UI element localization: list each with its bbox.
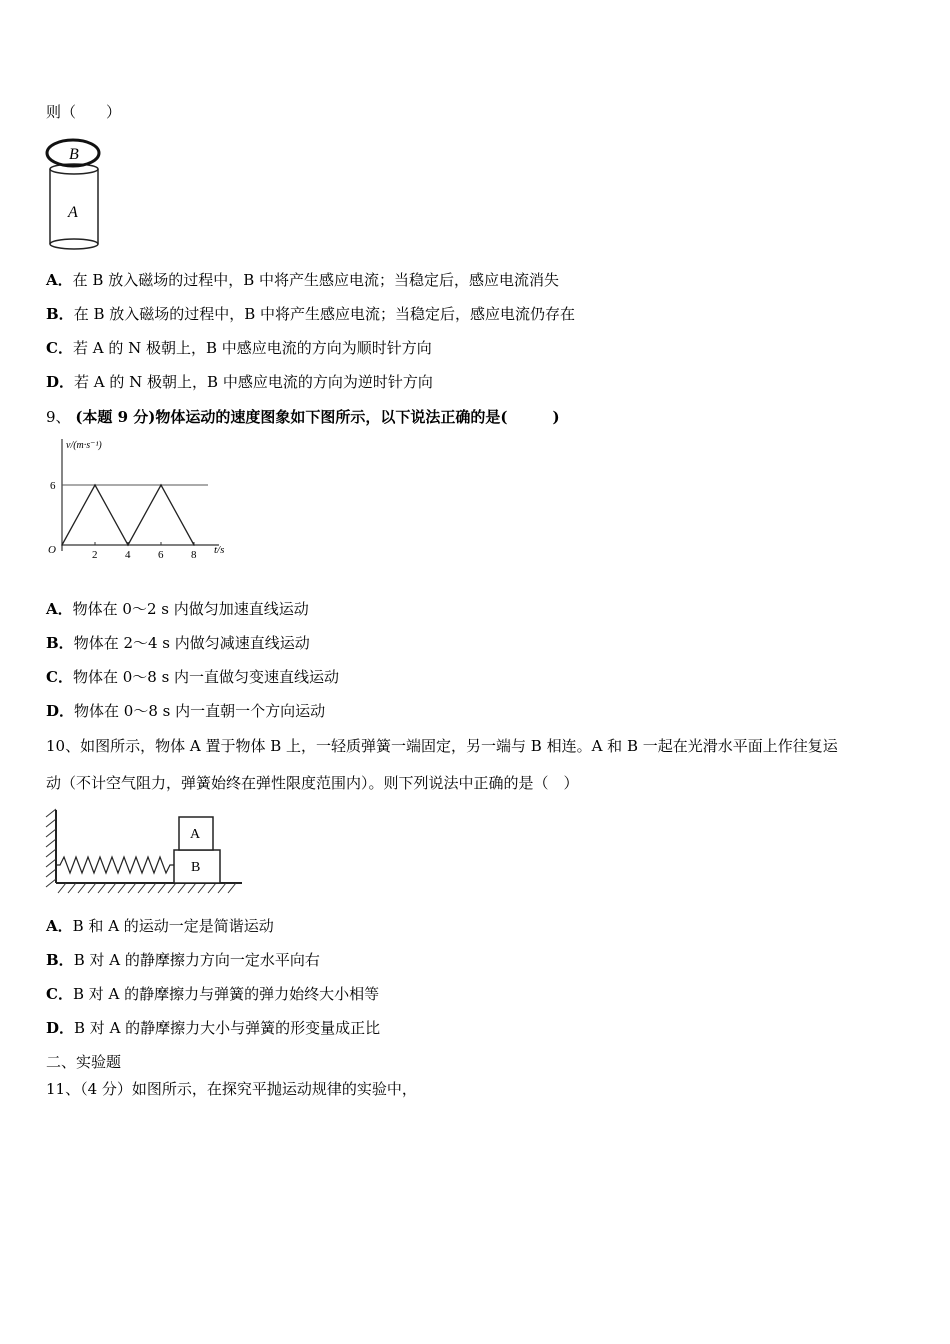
wall-hatching — [46, 809, 56, 887]
q8-figure-magnet-ring — [44, 137, 106, 253]
q10-stem-line1: 10、如图所示，物体 A 置于物体 B 上，一轻质弹簧一端固定，另一端与 B 相连。A 和 B 一起在光滑水平面上作往复运 — [46, 737, 838, 755]
q8-stem-tail: 则（ ） — [46, 103, 122, 121]
x-tick-label: 6 — [158, 549, 164, 561]
data-point — [94, 484, 96, 486]
ring-b-label: B — [69, 146, 79, 163]
spring — [56, 857, 174, 873]
q8-option-d: D．若 A 的 N 极朝上，B 中感应电流的方向为逆时针方向 — [46, 373, 433, 391]
q10-option-d: D．B 对 A 的静摩擦力大小与弹簧的形变量成正比 — [46, 1019, 381, 1037]
q10-option-b: B．B 对 A 的静摩擦力方向一定水平向右 — [46, 951, 320, 969]
q9-option-a: A．物体在 0～2 s 内做匀加速直线运动 — [46, 600, 309, 618]
q9-stem: 9、 (本题 9 分)物体运动的速度图象如下图所示，以下说法正确的是( ) — [46, 408, 560, 426]
block-b-label: B — [191, 860, 201, 875]
floor-hatching — [58, 883, 236, 893]
x-axis-label: t/s — [214, 544, 225, 556]
q8-option-a: A．在 B 放入磁场的过程中，B 中将产生感应电流；当稳定后，感应电流消失 — [46, 271, 559, 289]
q8-option-b: B．在 B 放入磁场的过程中，B 中将产生感应电流；当稳定后，感应电流仍存在 — [46, 305, 576, 323]
velocity-series-line — [62, 485, 194, 545]
section-heading: 二、实验题 — [46, 1053, 122, 1071]
origin-label: O — [48, 544, 56, 556]
cylinder-a-label: A — [68, 204, 78, 221]
cylinder-bottom — [50, 239, 98, 249]
q9-option-c: C．物体在 0～8 s 内一直做匀变速直线运动 — [46, 668, 340, 686]
q10-option-a: A．B 和 A 的运动一定是简谐运动 — [46, 917, 274, 935]
data-point — [193, 544, 195, 546]
q10-option-c: C．B 对 A 的静摩擦力与弹簧的弹力始终大小相等 — [46, 985, 380, 1003]
x-tick-label: 8 — [191, 549, 197, 561]
q8-option-c: C．若 A 的 N 极朝上，B 中感应电流的方向为顺时针方向 — [46, 339, 432, 357]
data-point — [61, 544, 63, 546]
y-tick-label: 6 — [50, 480, 56, 492]
q10-spring-block-figure — [44, 805, 246, 897]
x-tick-label: 4 — [125, 549, 131, 561]
q10-stem-line2: 动（不计空气阻力，弹簧始终在弹性限度范围内）。则下列说法中正确的是（ ） — [46, 774, 579, 792]
q9-option-b: B．物体在 2～4 s 内做匀减速直线运动 — [46, 634, 310, 652]
x-tick-label: 2 — [92, 549, 98, 561]
q11-stem: 11、（4 分）如图所示，在探究平抛运动规律的实验中， — [46, 1080, 417, 1098]
data-point — [160, 484, 162, 486]
block-a-label: A — [190, 827, 201, 842]
q9-velocity-time-graph — [44, 433, 244, 563]
data-point — [127, 544, 129, 546]
q9-option-d: D．物体在 0～8 s 内一直朝一个方向运动 — [46, 702, 326, 720]
y-axis-label: v/(m·s⁻¹) — [66, 440, 102, 451]
